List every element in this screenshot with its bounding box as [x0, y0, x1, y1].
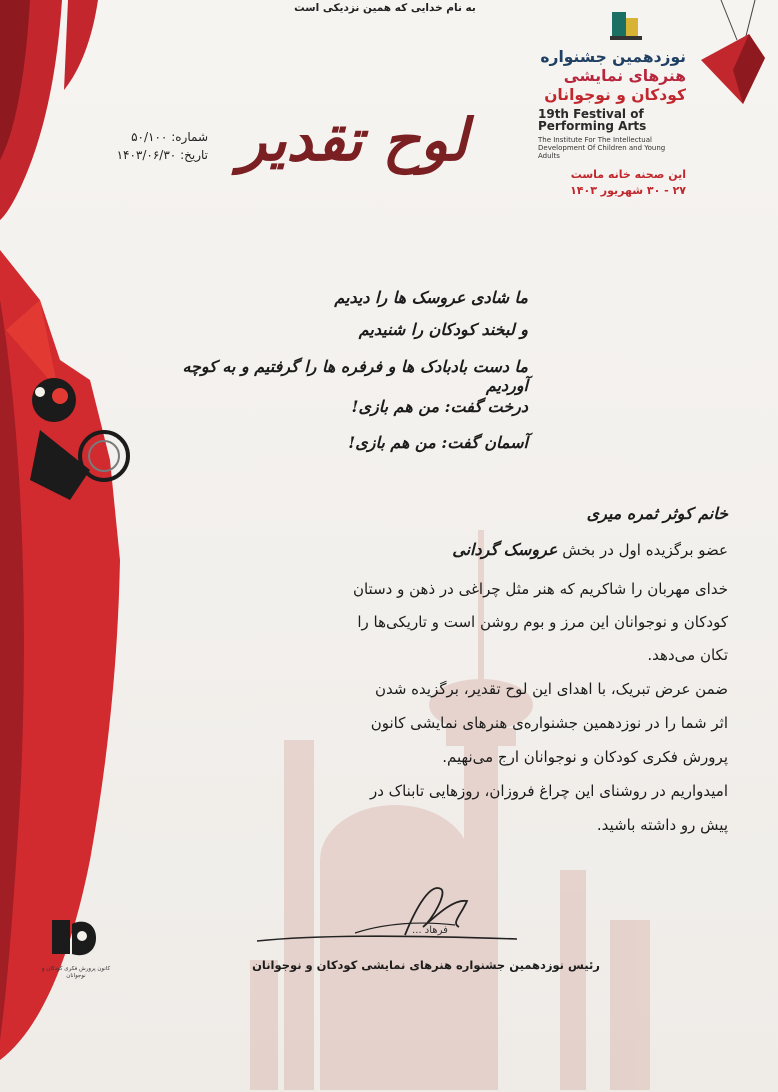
festival-name-line3: کودکان و نوجوانان [544, 86, 686, 104]
poem-line-5: آسمان گفت: من هم بازی! [348, 433, 528, 452]
body-line-2: کودکان و نوجوانان این مرز و بوم روشن است و تاریکی‌ها را [357, 613, 728, 631]
certificate-title: لوح تقدیر [238, 106, 468, 174]
institute-logo-icon [44, 910, 104, 970]
festival-dates: ۲۷ - ۳۰ شهریور ۱۴۰۳ [570, 184, 686, 197]
signer-name: فرهاد ... [412, 925, 448, 936]
festival-english-number: 19th [538, 107, 569, 121]
festival-english-subtitle: The Institute For The Intellectual Development Of Children and Young Adults [538, 136, 666, 160]
festival-tagline: این صحنه خانه ماست [570, 168, 686, 181]
festival-english-title [538, 108, 686, 132]
body-line-6: پرورش فکری کودکان و نوجوانان ارج می‌نهیم. [442, 748, 728, 766]
body-line-5: اثر شما را در نوزدهمین جشنواره‌ی هنرهای نمایشی کانون [370, 714, 728, 732]
handwritten-signature [255, 875, 525, 955]
letter-number [58, 130, 208, 144]
number-label: شماره: [171, 130, 208, 144]
award-prefix: عضو برگزیده اول در بخش [562, 541, 728, 559]
poem-line-4: درخت گفت: من هم بازی! [351, 397, 528, 416]
festival-emblem-icon [606, 8, 646, 44]
body-line-4: ضمن عرض تبریک، با اهدای این لوح تقدیر، برگزیده شدن [374, 680, 728, 698]
body-line-7: امیدواریم در روشنای این چراغ فروزان، روزهایی تابناک در [369, 782, 728, 800]
recipient-name: خانم کوثر ثمره میری [586, 504, 728, 523]
institute-logo-text: کانون پرورش فکری کودکان و نوجوانان [41, 966, 111, 979]
letter-date [58, 148, 208, 162]
kite-icon [693, 0, 773, 110]
body-line-1: خدای مهربان را شاکریم که هنر مثل چراغی در ذهن و دستان [352, 580, 728, 598]
poem-line-1: ما شادی عروسک ها را دیدیم [334, 288, 528, 307]
signer-title: رئیس نوزدهمین جشنواره هنرهای نمایشی کودکان و نوجوانان [252, 958, 600, 972]
bismillah-line: به نام خدایی که همین نزدیکی است [294, 2, 476, 14]
date-value: ۱۴۰۳/۰۶/۳۰ [116, 148, 177, 162]
festival-english-name: Festival of Performing Arts [538, 107, 647, 133]
award-section: عروسک گردانی [452, 540, 558, 559]
date-label: تاریخ: [180, 148, 208, 162]
number-value: ۵۰/۱۰۰ [131, 130, 168, 144]
festival-name-line2: هنرهای نمایشی [563, 67, 686, 85]
award-line [228, 540, 728, 559]
body-line-8: پیش رو داشته باشید. [596, 816, 728, 834]
poem-line-3: ما دست بادبادک ها و فرفره ها را گرفتیم و به کوچه آوردیم [182, 357, 528, 395]
festival-name-line1: نوزدهمین جشنواره [540, 48, 686, 66]
poem-line-2: و لبخند کودکان را شنیدیم [358, 320, 528, 339]
certificate-title-calligraphy [238, 60, 468, 210]
body-line-3: تکان می‌دهد. [647, 646, 728, 664]
